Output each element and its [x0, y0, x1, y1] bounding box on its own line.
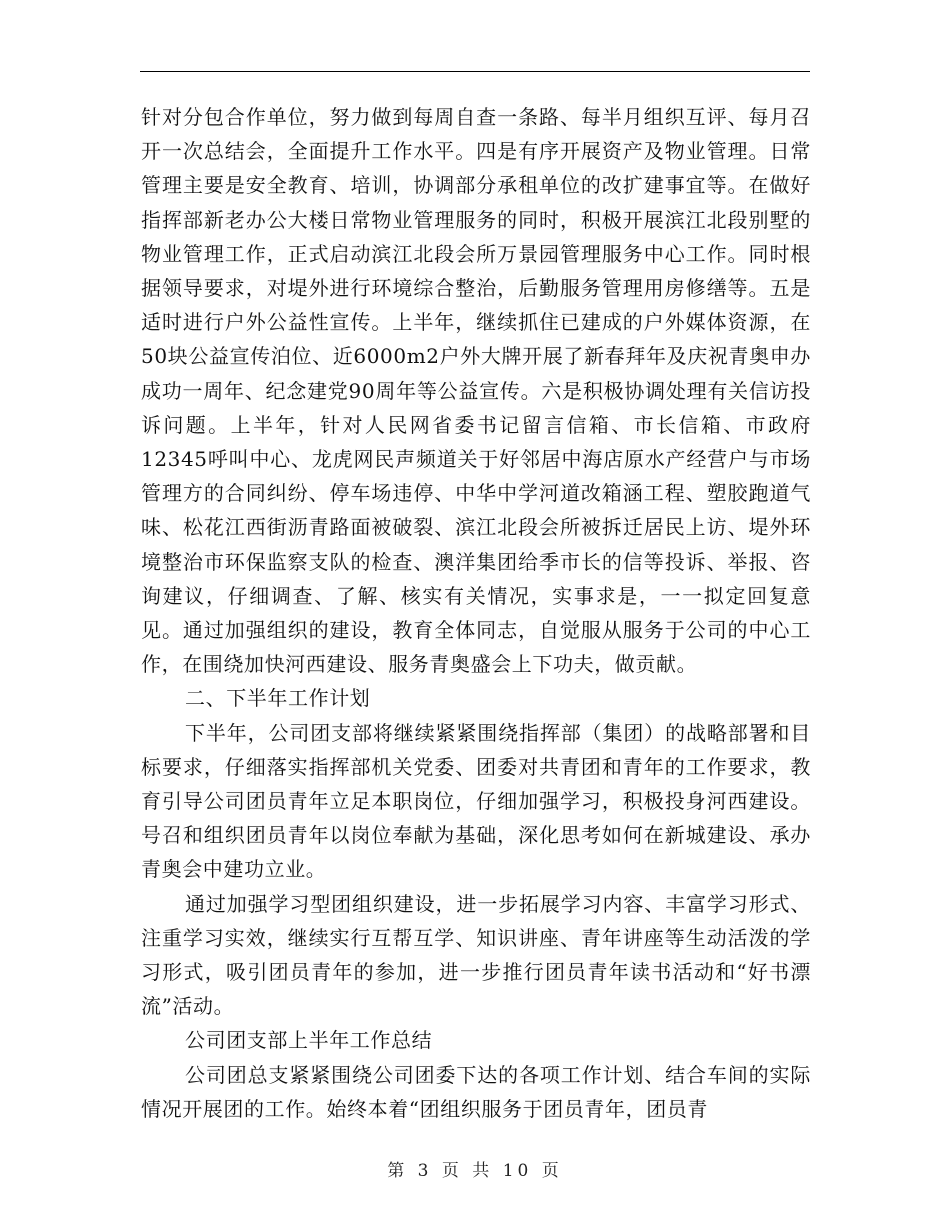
summary-title: 公司团支部上半年工作总结	[185, 1028, 433, 1053]
paragraph-plan: 下半年，公司团支部将继续紧紧围绕指挥部（集团）的战略部署和目标要求，仔细落实指挥部机关党委、团委对共青团和青年的工作要求，教育引导公司团员青年立足本职岗位，仔细加强学习，积极投身河西建设。号召和组织团员青年以岗位奉献为基础，深化思考如何在新城建设、承办青奥会中建功立业。	[141, 720, 811, 882]
paragraph-continuation: 针对分包合作单位，努力做到每周自查一条路、每半月组织互评、每月召开一次总结会，全面提升工作水平。四是有序开展资产及物业管理。日常管理主要是安全教育、培训，协调部分承租单位的改扩建事宜等。在做好指挥部新老办公大楼日常物业管理服务的同时，积极开展滨江北段别墅的物业管理工作，正式启动滨江北段会所万景园管理服务中心工作。同时根据领导要求，对堤外进行环境综合整治，后勤服务管理用房修缮等。五是适时进行户外公益性宣传。上半年，继续抓住已建成的户外媒体资源，在50块公益宣传泊位、近6000m2户外大牌开展了新春拜年及庆祝青奥申办成功一周年、纪念建党90周年等公益宣传。六是积极协调处理有关信访投诉问题。上半年，针对人民网省委书记留言信箱、市长信箱、市政府12345呼叫中心、龙虎网民声频道关于好邻居中海店原水产经营户与市场管理方的合同纠纷、停车场违停、中华中学河道改箱涵工程、塑胶跑道气味、松花江西街沥青路面被破裂、滨江北段会所被拆迁居民上访、堤外环境整治市环保监察支队的检查、澳洋集团给季市长的信等投诉、举报、咨询建议，仔细调查、了解、核实有关情况，实事求是，一一拟定回复意见。通过加强组织的建设，教育全体同志，自觉服从服务于公司的中心工作，在围绕加快河西建设、服务青奥盛会上下功夫，做贡献。	[141, 105, 811, 677]
page-number: 第 3 页 共 10 页	[387, 1161, 563, 1181]
page-footer	[0, 1156, 950, 1181]
section-heading-second-half-plan: 二、下半年工作计划	[185, 686, 371, 711]
paragraph-summary-body: 公司团总支紧紧围绕公司团委下达的各项工作计划、结合车间的实际情况开展团的工作。始终本着“团组织服务于团员青年，团员青	[141, 1062, 811, 1121]
header-rule	[140, 71, 810, 72]
document-body	[141, 100, 811, 1126]
paragraph-study: 通过加强学习型团组织建设，进一步拓展学习内容、丰富学习形式、注重学习实效，继续实行互帮互学、知识讲座、青年讲座等生动活泼的学习形式，吸引团员青年的参加，进一步推行团员青年读书活动和“好书漂流”活动。	[141, 891, 811, 1019]
